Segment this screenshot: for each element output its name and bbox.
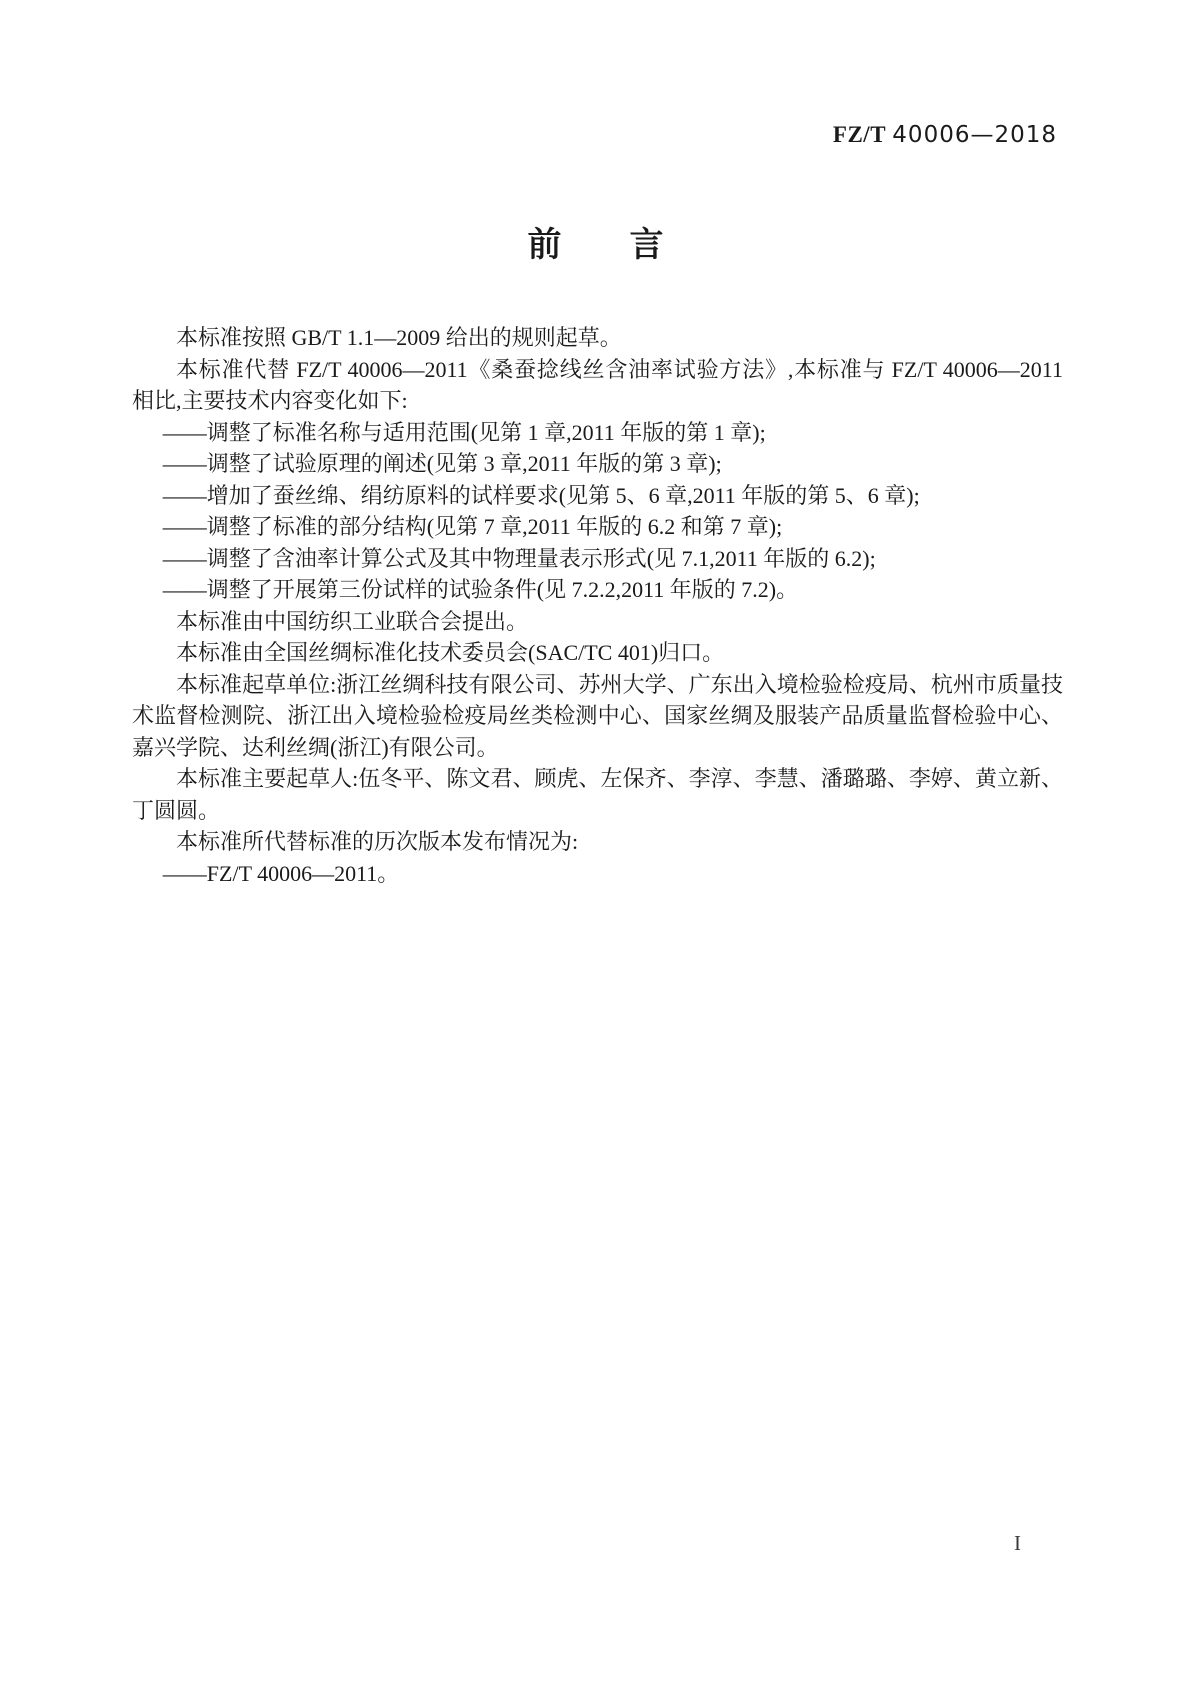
foreword-change-item-4: ——调整了标准的部分结构(见第 7 章,2011 年版的 6.2 和第 7 章);	[162, 514, 783, 539]
foreword-paragraph-scope-rule: 本标准按照 GB/T 1.1—2009 给出的规则起草。	[176, 325, 622, 350]
foreword-change-item-6: ——调整了开展第三份试样的试验条件(见 7.2.2,2011 年版的 7.2)。	[162, 577, 799, 602]
foreword-paragraph-replaces: 本标准代替 FZ/T 40006—2011《桑蚕捻线丝含油率试验方法》,本标准与 FZ/T 40006—2011 相比,主要技术内容变化如下:	[132, 356, 1063, 413]
foreword-paragraph-proposed-by: 本标准由中国纺织工业联合会提出。	[176, 608, 529, 634]
page-number: I	[1014, 1531, 1021, 1555]
foreword-change-item-3: ——增加了蚕丝绵、绢纺原料的试样要求(见第 5、6 章,2011 年版的第 5、6 章);	[162, 482, 920, 508]
foreword-paragraph-drafters: 本标准主要起草人:伍冬平、陈文君、顾虎、左保齐、李淳、李慧、潘璐璐、李婷、黄立新、丁圆圆。	[132, 766, 1063, 823]
foreword-paragraph-committee: 本标准由全国丝绸标准化技术委员会(SAC/TC 401)归口。	[176, 640, 725, 665]
standard-code-number: 40006—2018	[892, 122, 1057, 148]
foreword-change-item-1: ——调整了标准名称与适用范围(见第 1 章,2011 年版的第 1 章);	[162, 419, 766, 445]
standard-code-prefix: FZ/T	[832, 122, 887, 147]
foreword-body	[132, 322, 1063, 889]
foreword-change-item-2: ——调整了试验原理的阐述(见第 3 章,2011 年版的第 3 章);	[162, 451, 722, 476]
foreword-paragraph-drafting-units: 本标准起草单位:浙江丝绸科技有限公司、苏州大学、广东出入境检验检疫局、杭州市质量技术监督检测院、浙江出入境检验检疫局丝类检测中心、国家丝绸及服装产品质量监督检验中心、嘉兴学院、达利丝绸(浙江)有限公司。	[132, 671, 1063, 760]
foreword-history-item-1: ——FZ/T 40006—2011。	[162, 860, 400, 886]
foreword-change-item-5: ——调整了含油率计算公式及其中物理量表示形式(见 7.1,2011 年版的 6.2);	[162, 545, 876, 571]
page-title: 前 言	[527, 225, 664, 265]
foreword-paragraph-history-intro: 本标准所代替标准的历次版本发布情况为:	[176, 829, 579, 854]
standard-code	[833, 120, 1057, 150]
